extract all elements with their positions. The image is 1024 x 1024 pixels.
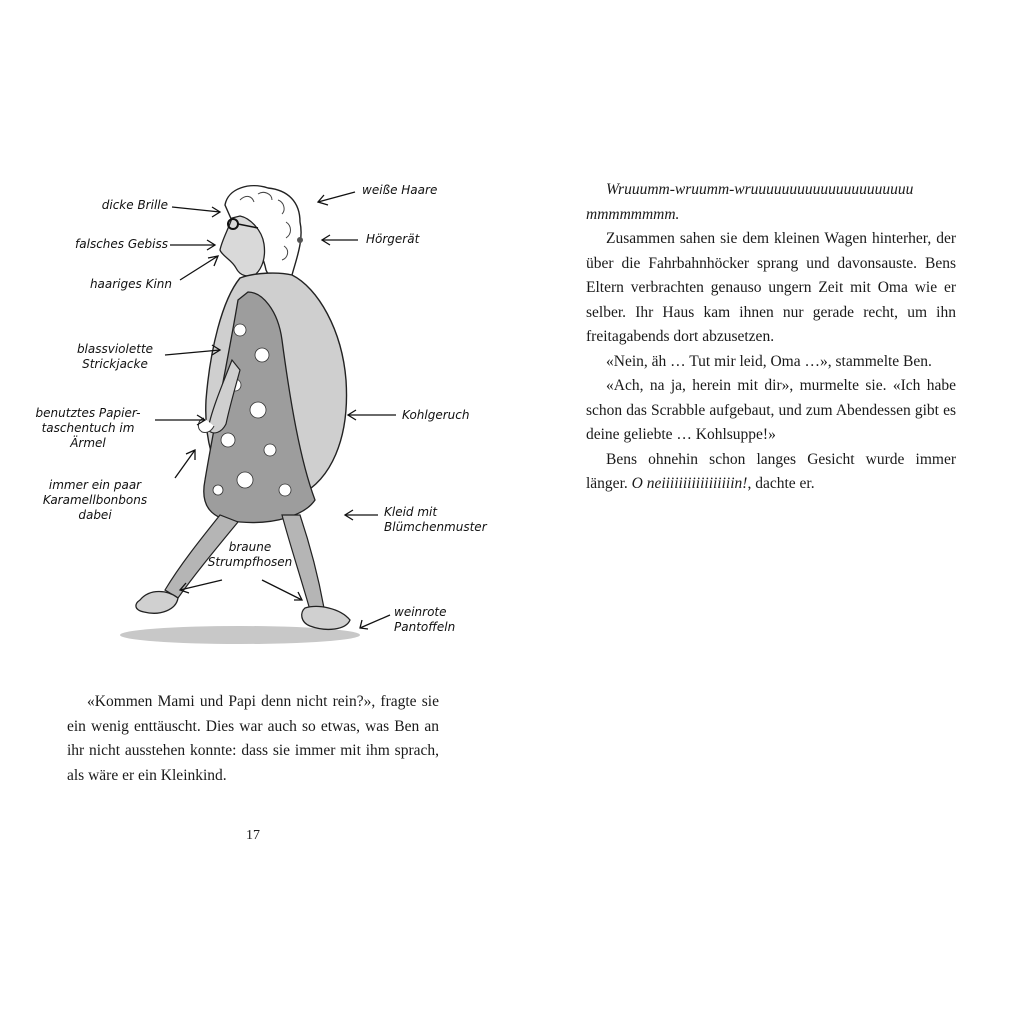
label-karamell-line1: immer ein paar <box>48 478 142 492</box>
right-paragraph-4-start: Bens ohnehin schon langes Gesicht wurde immer länger. <box>586 450 956 492</box>
left-slipper <box>136 592 178 614</box>
page-number: 17 <box>246 828 260 843</box>
label-kleid-line1: Kleid mit <box>384 505 438 519</box>
label-pantoffeln-line1: weinrote <box>394 605 447 619</box>
right-paragraph-1: Zusammen sahen sie dem kleinen Wagen hinterher, der über die Fahrbahnhöcker sprang und davonsauste. Bens Eltern verbrachten genauso ungern Zeit mit Oma wie er selber. Ihr Haus kam ihnen nur gerade recht, um ihn freitagabends dort abzusetzen. <box>586 230 956 345</box>
label-strickjacke-line2: Strickjacke <box>82 357 148 371</box>
right-paragraph-3: «Ach, na ja, herein mit dir», murmelte sie. «Ich habe schon das Scrabble aufgebaut, und zum Abendessen gibt es deine geliebte … Kohlsuppe!» <box>586 377 956 443</box>
label-papier-line3: Ärmel <box>70 436 106 450</box>
label-strumpfhosen <box>195 540 305 570</box>
right-page <box>512 0 1024 1024</box>
label-papier-line2: taschentuch im <box>41 421 135 435</box>
label-kleid-line2: Blümchenmuster <box>384 520 487 534</box>
right-paragraph-2: «Nein, äh … Tut mir leid, Oma …», stammelte Ben. <box>606 352 932 370</box>
right-page-text <box>586 178 956 497</box>
sound-effect: Wruuumm-wruumm-wruuuuuuuuuuuuuuuuuuuuu mmmmmmmm. <box>586 181 914 223</box>
label-strickjacke-line1: blassviolette <box>76 342 154 356</box>
right-slipper <box>302 607 350 630</box>
label-strickjacke <box>60 342 170 372</box>
label-strumpf-line1: braune <box>228 540 272 554</box>
right-paragraph-4-end: , dachte er. <box>747 475 815 492</box>
right-paragraph-4-italic: O neiiiiiiiiiiiiiiiiin! <box>631 475 748 492</box>
label-karamell-line3: dabei <box>78 508 112 522</box>
label-pantoffeln-line2: Pantoffeln <box>394 620 456 634</box>
label-weisse-haare: weiße Haare <box>362 183 438 197</box>
label-hoergeraet: Hörgerät <box>366 232 420 246</box>
label-karamellbonbons <box>25 478 165 523</box>
grandma-illustration <box>0 160 512 660</box>
label-papiertaschentuch <box>18 406 158 451</box>
label-falsches-gebiss: falsches Gebiss <box>75 237 168 251</box>
left-paragraph-1: «Kommen Mami und Papi denn nicht rein?», fragte sie ein wenig enttäuscht. Dies war auch so etwas, was Ben an ihr nicht ausstehen konnte: dass sie immer mit ihm sprach, als wäre er ein Kleinkind. <box>67 693 439 784</box>
label-kleid <box>384 505 487 535</box>
label-karamell-line2: Karamellbonbons <box>42 493 148 507</box>
hearing-aid <box>297 237 303 243</box>
left-page-text <box>67 690 439 788</box>
label-pantoffeln <box>394 605 455 635</box>
label-kohlgeruch: Kohlgeruch <box>402 408 470 422</box>
label-papier-line1: benutztes Papier- <box>35 406 141 420</box>
label-haariges-kinn: haariges Kinn <box>89 277 172 291</box>
right-paragraph-4 <box>586 448 956 497</box>
label-strumpf-line2: Strumpfhosen <box>207 555 293 569</box>
label-dicke-brille: dicke Brille <box>101 198 168 212</box>
